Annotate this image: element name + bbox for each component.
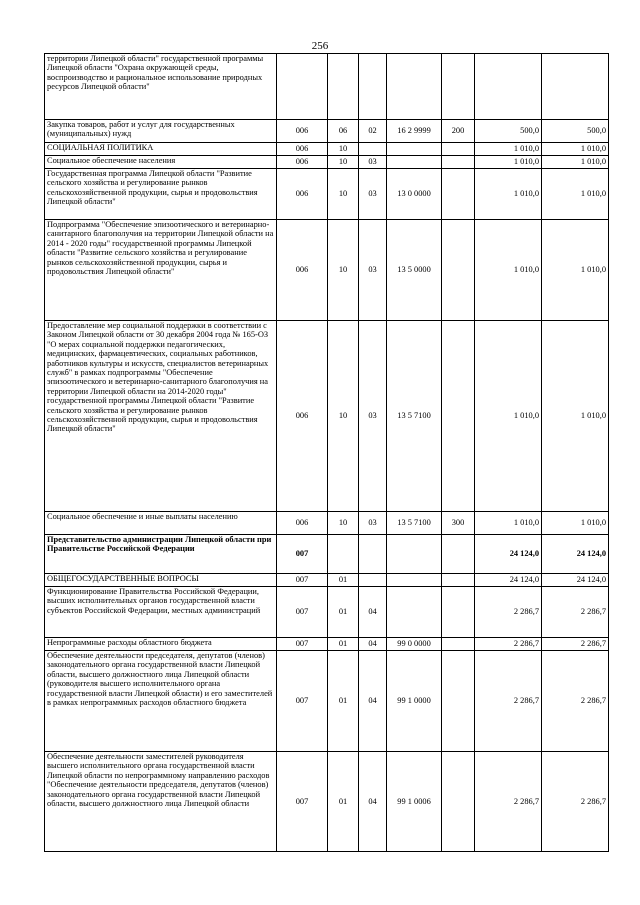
row-code: 006 bbox=[277, 169, 328, 220]
row-target bbox=[387, 54, 442, 120]
row-amount-1: 24 124,0 bbox=[475, 574, 542, 587]
row-target bbox=[387, 535, 442, 574]
row-subsection: 03 bbox=[359, 321, 387, 512]
row-amount-1: 2 286,7 bbox=[475, 638, 542, 651]
row-type bbox=[442, 535, 475, 574]
row-target bbox=[387, 574, 442, 587]
row-amount-2: 1 010,0 bbox=[542, 512, 609, 535]
row-target: 99 1 0000 bbox=[387, 651, 442, 752]
row-amount-1: 1 010,0 bbox=[475, 143, 542, 156]
row-amount-1: 2 286,7 bbox=[475, 651, 542, 752]
row-name: Обеспечение деятельности заместителей руководителя высшего исполнительного органа государственной власти Липецкой области по непрограммному направлению расходов "Обеспечение деятельности председателя, депутатов (членов) законодательного органа государственной власти Липецкой области, высшего должностного лица Липецкой области bbox=[45, 752, 277, 852]
row-type: 300 bbox=[442, 512, 475, 535]
row-amount-2: 1 010,0 bbox=[542, 143, 609, 156]
row-subsection: 04 bbox=[359, 638, 387, 651]
row-subsection bbox=[359, 143, 387, 156]
row-amount-2: 2 286,7 bbox=[542, 752, 609, 852]
row-code: 007 bbox=[277, 638, 328, 651]
row-name: Представительство администрации Липецкой области при Правительстве Российской Федерации bbox=[45, 535, 277, 574]
row-section: 10 bbox=[328, 156, 359, 169]
row-type bbox=[442, 220, 475, 321]
table-row bbox=[45, 321, 609, 512]
row-section: 01 bbox=[328, 638, 359, 651]
row-amount-1: 1 010,0 bbox=[475, 321, 542, 512]
table-row bbox=[45, 638, 609, 651]
table-row bbox=[45, 169, 609, 220]
row-type bbox=[442, 638, 475, 651]
row-section: 01 bbox=[328, 587, 359, 638]
row-amount-2: 2 286,7 bbox=[542, 587, 609, 638]
table-row bbox=[45, 156, 609, 169]
row-section bbox=[328, 54, 359, 120]
row-amount-2: 1 010,0 bbox=[542, 321, 609, 512]
row-code: 007 bbox=[277, 587, 328, 638]
table-row bbox=[45, 535, 609, 574]
row-name: Функционирование Правительства Российской Федерации, высших исполнительных органов государственной власти субъектов Российской Федерации, местных администраций bbox=[45, 587, 277, 638]
row-code: 007 bbox=[277, 574, 328, 587]
row-section: 06 bbox=[328, 120, 359, 143]
row-subsection bbox=[359, 54, 387, 120]
row-amount-1: 2 286,7 bbox=[475, 752, 542, 852]
table-row bbox=[45, 220, 609, 321]
row-amount-1 bbox=[475, 54, 542, 120]
row-section: 10 bbox=[328, 321, 359, 512]
row-subsection: 03 bbox=[359, 512, 387, 535]
table-row bbox=[45, 54, 609, 120]
row-subsection: 02 bbox=[359, 120, 387, 143]
row-code: 006 bbox=[277, 220, 328, 321]
row-amount-2: 1 010,0 bbox=[542, 169, 609, 220]
row-subsection: 04 bbox=[359, 651, 387, 752]
row-type bbox=[442, 651, 475, 752]
row-amount-1: 1 010,0 bbox=[475, 156, 542, 169]
row-subsection bbox=[359, 574, 387, 587]
row-section bbox=[328, 535, 359, 574]
row-code bbox=[277, 54, 328, 120]
row-type bbox=[442, 321, 475, 512]
row-section: 10 bbox=[328, 169, 359, 220]
row-amount-1: 1 010,0 bbox=[475, 220, 542, 321]
page-number: 256 bbox=[311, 40, 329, 52]
row-amount-2 bbox=[542, 54, 609, 120]
row-name: ОБЩЕГОСУДАРСТВЕННЫЕ ВОПРОСЫ bbox=[45, 574, 277, 587]
row-subsection: 03 bbox=[359, 156, 387, 169]
row-target: 99 1 0006 bbox=[387, 752, 442, 852]
row-code: 006 bbox=[277, 143, 328, 156]
row-target: 16 2 9999 bbox=[387, 120, 442, 143]
row-subsection: 03 bbox=[359, 169, 387, 220]
row-amount-1: 2 286,7 bbox=[475, 587, 542, 638]
row-target bbox=[387, 156, 442, 169]
row-type bbox=[442, 54, 475, 120]
table-row bbox=[45, 574, 609, 587]
row-amount-2: 500,0 bbox=[542, 120, 609, 143]
row-target bbox=[387, 143, 442, 156]
row-name: Обеспечение деятельности председателя, депутатов (членов) законодательного органа государственной власти Липецкой области, высшего должностного лица Липецкой области (руководителя высшего исполнительного органа государственной власти Липецкой области) и его заместителей в рамках непрограммных расходов областного бюджета bbox=[45, 651, 277, 752]
row-type bbox=[442, 587, 475, 638]
row-subsection: 04 bbox=[359, 752, 387, 852]
row-amount-2: 2 286,7 bbox=[542, 638, 609, 651]
row-amount-2: 24 124,0 bbox=[542, 535, 609, 574]
row-subsection: 04 bbox=[359, 587, 387, 638]
row-target bbox=[387, 587, 442, 638]
row-section: 01 bbox=[328, 574, 359, 587]
table-row bbox=[45, 752, 609, 852]
table-row bbox=[45, 587, 609, 638]
row-name: Непрограммные расходы областного бюджета bbox=[45, 638, 277, 651]
row-code: 006 bbox=[277, 512, 328, 535]
row-subsection bbox=[359, 535, 387, 574]
budget-table bbox=[44, 53, 609, 852]
row-section: 10 bbox=[328, 143, 359, 156]
row-section: 01 bbox=[328, 651, 359, 752]
row-name: Социальное обеспечение и иные выплаты населению bbox=[45, 512, 277, 535]
row-amount-1: 1 010,0 bbox=[475, 512, 542, 535]
row-subsection: 03 bbox=[359, 220, 387, 321]
row-section: 10 bbox=[328, 220, 359, 321]
row-type bbox=[442, 574, 475, 587]
row-code: 007 bbox=[277, 651, 328, 752]
row-name: Подпрограмма "Обеспечение эпизоотического и ветеринарно-санитарного благополучия на территории Липецкой области на 2014 - 2020 годы" государственной программы Липецкой области "Развитие сельского хозяйства и регулирование рынков сельскохозяйственной продукции, сырья и продовольствия Липецкой области" bbox=[45, 220, 277, 321]
table-row bbox=[45, 512, 609, 535]
row-code: 006 bbox=[277, 321, 328, 512]
row-name: СОЦИАЛЬНАЯ ПОЛИТИКА bbox=[45, 143, 277, 156]
row-target: 13 0 0000 bbox=[387, 169, 442, 220]
row-type bbox=[442, 752, 475, 852]
row-amount-1: 1 010,0 bbox=[475, 169, 542, 220]
row-name: Государственная программа Липецкой области "Развитие сельского хозяйства и регулирование рынков сельскохозяйственной продукции, сырья и продовольствия Липецкой области" bbox=[45, 169, 277, 220]
row-target: 99 0 0000 bbox=[387, 638, 442, 651]
row-amount-2: 24 124,0 bbox=[542, 574, 609, 587]
row-section: 01 bbox=[328, 752, 359, 852]
table-row bbox=[45, 120, 609, 143]
row-target: 13 5 7100 bbox=[387, 512, 442, 535]
row-code: 007 bbox=[277, 752, 328, 852]
row-type: 200 bbox=[442, 120, 475, 143]
table-row bbox=[45, 651, 609, 752]
row-name: Закупка товаров, работ и услуг для государственных (муниципальных) нужд bbox=[45, 120, 277, 143]
row-section: 10 bbox=[328, 512, 359, 535]
row-name: Социальное обеспечение населения bbox=[45, 156, 277, 169]
row-type bbox=[442, 143, 475, 156]
row-name: Предоставление мер социальной поддержки в соответствии с Законом Липецкой области от 30 декабря 2004 года № 165-ОЗ "О мерах социальной поддержки педагогических, медицинских, фармацевтических, социальных работников, работников культуры и искусств, специалистов ветеринарных служб" в рамках подпрограммы "Обеспечение эпизоотического и ветеринарно-санитарного благополучия на территории Липецкой области на 2014-2020 годы" государственной программы Липецкой области "Развитие сельского хозяйства и регулирование рынков сельскохозяйственной продукции, сырья и продовольствия Липецкой области" bbox=[45, 321, 277, 512]
row-amount-1: 24 124,0 bbox=[475, 535, 542, 574]
table-row bbox=[45, 143, 609, 156]
row-amount-2: 1 010,0 bbox=[542, 220, 609, 321]
row-amount-2: 1 010,0 bbox=[542, 156, 609, 169]
row-code: 006 bbox=[277, 120, 328, 143]
row-amount-1: 500,0 bbox=[475, 120, 542, 143]
row-type bbox=[442, 169, 475, 220]
row-code: 006 bbox=[277, 156, 328, 169]
row-amount-2: 2 286,7 bbox=[542, 651, 609, 752]
row-target: 13 5 0000 bbox=[387, 220, 442, 321]
row-type bbox=[442, 156, 475, 169]
row-name: территории Липецкой области" государственной программы Липецкой области "Охрана окружающей среды, воспроизводство и рациональное использование природных ресурсов Липецкой области" bbox=[45, 54, 277, 120]
row-code: 007 bbox=[277, 535, 328, 574]
row-target: 13 5 7100 bbox=[387, 321, 442, 512]
